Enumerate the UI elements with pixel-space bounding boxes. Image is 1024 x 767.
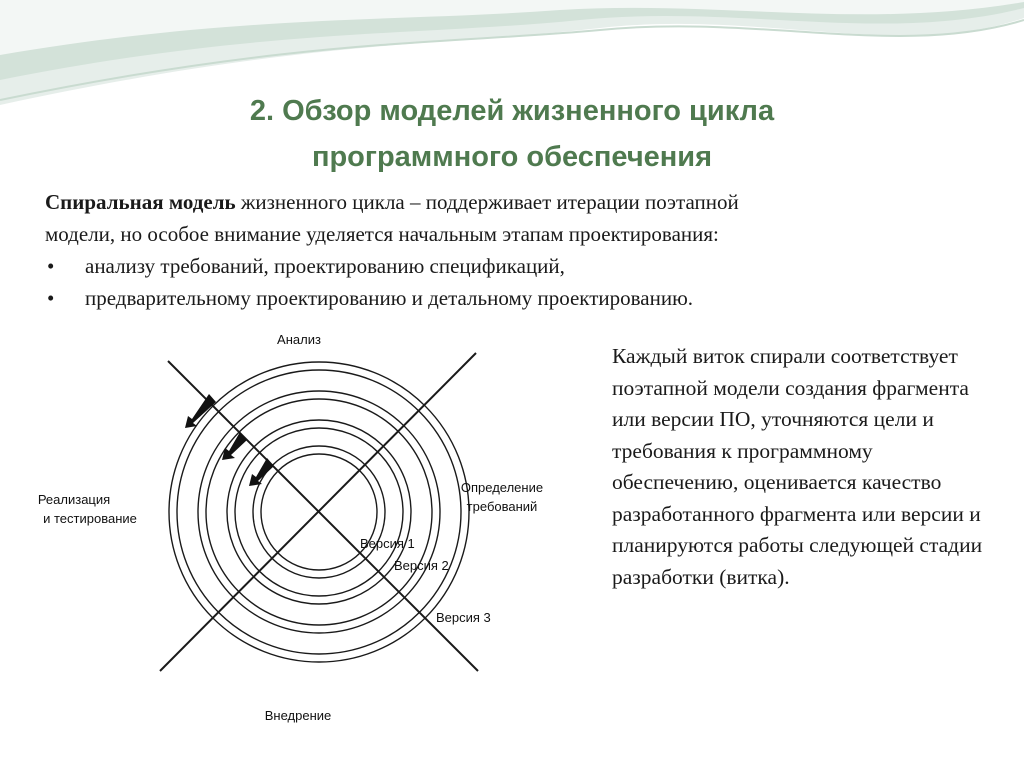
arrow-icon (185, 394, 216, 428)
spiral-description: Каждый виток спирали соответствует поэтапной модели создания фрагмента или версии ПО, уточняются цели и требования к программному обеспечению, оценивается качество разработанного фрагмента или версии и планируются работы следующей стадии разработки (витка). (612, 344, 983, 589)
label-analysis: Анализ (277, 332, 321, 347)
label-version-3: Версия 3 (436, 610, 491, 625)
bullet-text: анализу требований, проектированию спецификаций, (85, 254, 565, 278)
bullet-item (45, 282, 985, 314)
intro-text (45, 186, 985, 314)
bullet-symbol: • (47, 286, 55, 310)
bullet-text: предварительному проектированию и детальному проектированию. (85, 286, 694, 310)
intro-line-1-rest: жизненного цикла – поддерживает итерации поэтапной (235, 190, 739, 214)
intro-line-2: модели, но особое внимание уделяется начальным этапам проектирования: (45, 222, 719, 246)
label-version-2: Версия 2 (394, 558, 449, 573)
bullet-symbol: • (47, 254, 55, 278)
spiral-model-diagram (38, 325, 563, 725)
bullet-list (45, 250, 985, 314)
intro-line-1 (45, 186, 985, 218)
title-line-1: 2. Обзор моделей жизненного цикла (249, 95, 775, 127)
label-requirements-definition: Определение (460, 480, 544, 495)
slide-title (0, 88, 1024, 180)
label-version-1: Версия 1 (360, 536, 415, 551)
intro-bold-term: Спиральная модель (45, 190, 236, 214)
label-implementation: Реализация (38, 492, 111, 507)
bullet-item (45, 250, 985, 282)
label-requirements: требований (466, 499, 538, 514)
label-deployment: Внедрение (264, 708, 332, 723)
title-line-2: программного обеспечения (311, 141, 713, 173)
label-testing: и тестирование (43, 511, 137, 526)
